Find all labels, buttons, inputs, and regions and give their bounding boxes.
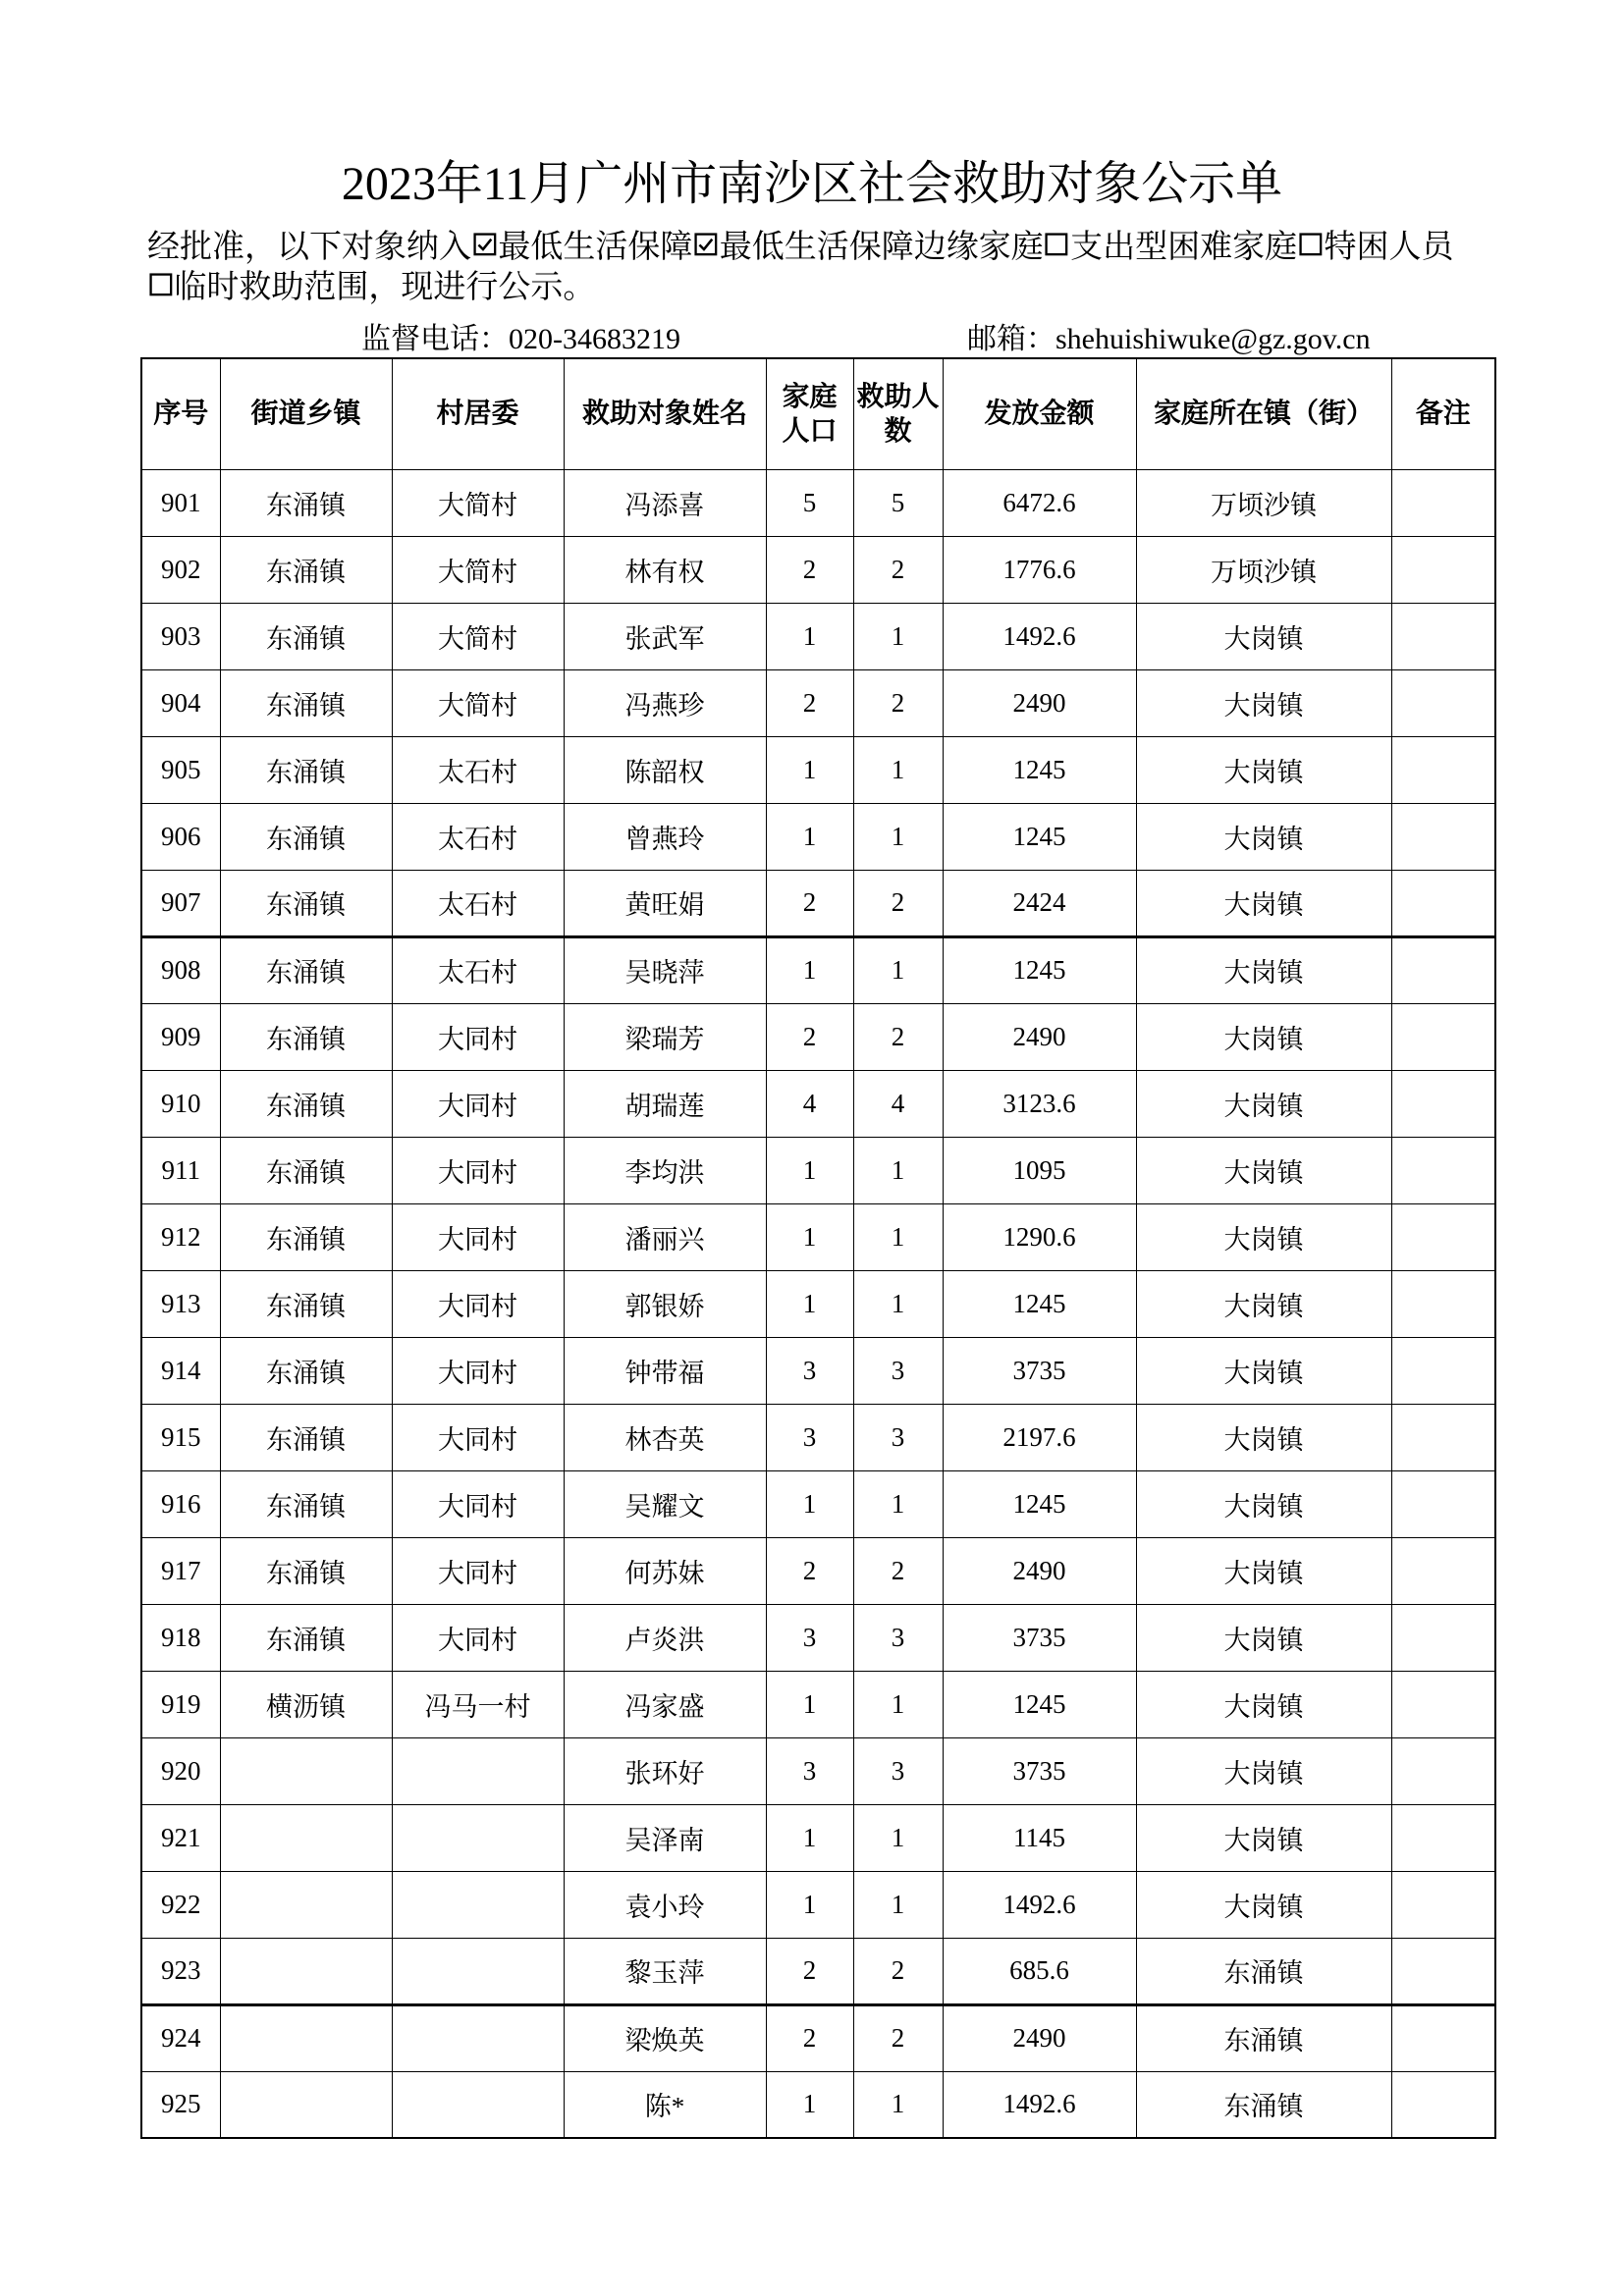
table-row <box>141 1137 1495 1203</box>
cell-recipient-name: 张环好 <box>564 1737 766 1804</box>
cell-recipient-name: 李均洪 <box>564 1137 766 1203</box>
cell-serial-number: 902 <box>141 536 220 603</box>
cell-remarks <box>1391 1537 1495 1604</box>
cell-household-town: 大岗镇 <box>1136 1737 1391 1804</box>
table-row <box>141 736 1495 803</box>
cell-household-size: 2 <box>766 1003 853 1070</box>
cell-street-township <box>220 1804 392 1871</box>
cell-household-size: 1 <box>766 1470 853 1537</box>
cell-village-committee: 太石村 <box>392 936 564 1003</box>
cell-street-township: 东涌镇 <box>220 669 392 736</box>
cell-amount: 1245 <box>943 1470 1136 1537</box>
cell-household-town: 大岗镇 <box>1136 1137 1391 1203</box>
cell-assisted-count: 1 <box>853 1804 943 1871</box>
cell-household-size: 3 <box>766 1337 853 1404</box>
cell-household-town: 大岗镇 <box>1136 603 1391 669</box>
header-recipient-name: 救助对象姓名 <box>564 358 766 469</box>
cell-serial-number: 925 <box>141 2071 220 2138</box>
cell-amount: 3735 <box>943 1337 1136 1404</box>
cell-amount: 3735 <box>943 1737 1136 1804</box>
cell-street-township: 东涌镇 <box>220 469 392 536</box>
table-row <box>141 870 1495 936</box>
table-row <box>141 1804 1495 1871</box>
cell-assisted-count: 5 <box>853 469 943 536</box>
cell-village-committee: 大同村 <box>392 1404 564 1470</box>
cell-household-size: 4 <box>766 1070 853 1137</box>
cell-recipient-name: 吴泽南 <box>564 1804 766 1871</box>
cell-serial-number: 919 <box>141 1671 220 1737</box>
cell-household-size: 1 <box>766 1671 853 1737</box>
cell-amount: 3735 <box>943 1604 1136 1671</box>
cell-street-township: 东涌镇 <box>220 936 392 1003</box>
cell-street-township: 东涌镇 <box>220 1070 392 1137</box>
notice-option <box>147 261 303 307</box>
cell-recipient-name: 曾燕玲 <box>564 803 766 870</box>
cell-household-size: 1 <box>766 1804 853 1871</box>
cell-remarks <box>1391 1470 1495 1537</box>
cell-street-township: 东涌镇 <box>220 1270 392 1337</box>
checkbox-checked-icon <box>472 232 498 257</box>
cell-street-township: 东涌镇 <box>220 603 392 669</box>
cell-recipient-name: 吴耀文 <box>564 1470 766 1537</box>
cell-recipient-name: 钟带福 <box>564 1337 766 1404</box>
cell-recipient-name: 冯燕珍 <box>564 669 766 736</box>
cell-household-town: 大岗镇 <box>1136 669 1391 736</box>
table-row <box>141 603 1495 669</box>
table-row <box>141 936 1495 1003</box>
cell-assisted-count: 1 <box>853 736 943 803</box>
cell-village-committee <box>392 1871 564 1938</box>
cell-street-township: 东涌镇 <box>220 1470 392 1537</box>
cell-remarks <box>1391 1671 1495 1737</box>
cell-amount: 1095 <box>943 1137 1136 1203</box>
cell-street-township: 东涌镇 <box>220 1203 392 1270</box>
cell-household-town: 大岗镇 <box>1136 1871 1391 1938</box>
cell-serial-number: 910 <box>141 1070 220 1137</box>
cell-recipient-name: 冯家盛 <box>564 1671 766 1737</box>
cell-household-town: 大岗镇 <box>1136 1070 1391 1137</box>
notice-line <box>147 224 1454 264</box>
cell-recipient-name: 冯添喜 <box>564 469 766 536</box>
cell-remarks <box>1391 1070 1495 1137</box>
cell-household-town: 大岗镇 <box>1136 1404 1391 1470</box>
cell-household-size: 1 <box>766 603 853 669</box>
table-row <box>141 1604 1495 1671</box>
header-street-township: 街道乡镇 <box>220 358 392 469</box>
cell-household-town: 大岗镇 <box>1136 803 1391 870</box>
cell-recipient-name: 郭银娇 <box>564 1270 766 1337</box>
cell-household-town: 万顷沙镇 <box>1136 469 1391 536</box>
cell-household-size: 1 <box>766 736 853 803</box>
cell-remarks <box>1391 870 1495 936</box>
cell-household-town: 大岗镇 <box>1136 736 1391 803</box>
cell-assisted-count: 3 <box>853 1404 943 1470</box>
cell-amount: 685.6 <box>943 1938 1136 2004</box>
cell-village-committee: 大同村 <box>392 1470 564 1537</box>
cell-street-township <box>220 1938 392 2004</box>
cell-village-committee: 大同村 <box>392 1270 564 1337</box>
cell-household-size: 1 <box>766 1270 853 1337</box>
cell-recipient-name: 陈韶权 <box>564 736 766 803</box>
cell-serial-number: 909 <box>141 1003 220 1070</box>
cell-recipient-name: 胡瑞莲 <box>564 1070 766 1137</box>
cell-household-size: 2 <box>766 1938 853 2004</box>
cell-remarks <box>1391 536 1495 603</box>
cell-household-town: 大岗镇 <box>1136 1270 1391 1337</box>
cell-remarks <box>1391 1137 1495 1203</box>
cell-recipient-name: 林有权 <box>564 536 766 603</box>
cell-serial-number: 908 <box>141 936 220 1003</box>
cell-serial-number: 916 <box>141 1470 220 1537</box>
cell-remarks <box>1391 603 1495 669</box>
cell-household-size: 1 <box>766 1871 853 1938</box>
cell-remarks <box>1391 1737 1495 1804</box>
table-header-row <box>141 358 1495 469</box>
cell-recipient-name: 黎玉萍 <box>564 1938 766 2004</box>
cell-village-committee: 太石村 <box>392 870 564 936</box>
header-household-town: 家庭所在镇（街） <box>1136 358 1391 469</box>
cell-serial-number: 912 <box>141 1203 220 1270</box>
table-row <box>141 1203 1495 1270</box>
cell-village-committee: 大同村 <box>392 1137 564 1203</box>
cell-serial-number: 905 <box>141 736 220 803</box>
cell-street-township <box>220 1871 392 1938</box>
cell-amount: 1290.6 <box>943 1203 1136 1270</box>
cell-household-size: 3 <box>766 1404 853 1470</box>
cell-remarks <box>1391 1270 1495 1337</box>
cell-street-township <box>220 2004 392 2071</box>
cell-household-size: 3 <box>766 1737 853 1804</box>
cell-assisted-count: 1 <box>853 1203 943 1270</box>
cell-serial-number: 901 <box>141 469 220 536</box>
cell-assisted-count: 1 <box>853 2071 943 2138</box>
cell-village-committee: 大同村 <box>392 1537 564 1604</box>
cell-household-size: 2 <box>766 870 853 936</box>
cell-household-size: 3 <box>766 1604 853 1671</box>
cell-serial-number: 913 <box>141 1270 220 1337</box>
cell-remarks <box>1391 803 1495 870</box>
header-household-size-label: 家庭人口 <box>782 381 838 447</box>
cell-remarks <box>1391 1203 1495 1270</box>
notice-option-label: 特困人员 <box>1324 230 1454 265</box>
cell-amount: 1492.6 <box>943 2071 1136 2138</box>
cell-village-committee: 冯马一村 <box>392 1671 564 1737</box>
header-village-committee: 村居委 <box>392 358 564 469</box>
cell-street-township: 东涌镇 <box>220 1137 392 1203</box>
cell-street-township: 东涌镇 <box>220 1003 392 1070</box>
page-title: 2023年11月广州市南沙区社会救助对象公示单 <box>341 158 1283 210</box>
cell-household-size: 2 <box>766 1537 853 1604</box>
cell-village-committee: 大同村 <box>392 1337 564 1404</box>
cell-village-committee <box>392 1737 564 1804</box>
header-assisted-count-label: 救助人数 <box>856 381 940 447</box>
cell-street-township: 东涌镇 <box>220 1604 392 1671</box>
cell-amount: 1245 <box>943 803 1136 870</box>
table-row <box>141 1070 1495 1137</box>
notice-line <box>147 264 1454 304</box>
table-row <box>141 1003 1495 1070</box>
cell-assisted-count: 2 <box>853 669 943 736</box>
cell-serial-number: 921 <box>141 1804 220 1871</box>
cell-street-township: 东涌镇 <box>220 736 392 803</box>
cell-household-size: 2 <box>766 669 853 736</box>
header-serial-number: 序号 <box>141 358 220 469</box>
cell-amount: 1492.6 <box>943 1871 1136 1938</box>
cell-recipient-name: 张武军 <box>564 603 766 669</box>
cell-household-town: 万顷沙镇 <box>1136 536 1391 603</box>
cell-household-town: 大岗镇 <box>1136 1671 1391 1737</box>
cell-assisted-count: 1 <box>853 803 943 870</box>
checkbox-checked-icon <box>693 232 719 257</box>
cell-household-town: 大岗镇 <box>1136 1003 1391 1070</box>
cell-remarks <box>1391 669 1495 736</box>
cell-serial-number: 915 <box>141 1404 220 1470</box>
cell-household-size: 1 <box>766 1203 853 1270</box>
cell-recipient-name: 梁瑞芳 <box>564 1003 766 1070</box>
cell-serial-number: 907 <box>141 870 220 936</box>
cell-village-committee: 大简村 <box>392 536 564 603</box>
cell-household-size: 2 <box>766 2004 853 2071</box>
cell-household-town: 东涌镇 <box>1136 2004 1391 2071</box>
cell-recipient-name: 陈* <box>564 2071 766 2138</box>
cell-household-size: 1 <box>766 2071 853 2138</box>
supervision-phone: 监督电话：020-34683219 <box>361 323 680 355</box>
cell-assisted-count: 2 <box>853 870 943 936</box>
cell-assisted-count: 1 <box>853 1270 943 1337</box>
cell-amount: 1492.6 <box>943 603 1136 669</box>
cell-street-township: 横沥镇 <box>220 1671 392 1737</box>
cell-assisted-count: 1 <box>853 1871 943 1938</box>
cell-household-town: 大岗镇 <box>1136 1804 1391 1871</box>
cell-assisted-count: 3 <box>853 1337 943 1404</box>
cell-household-town: 东涌镇 <box>1136 2071 1391 2138</box>
cell-household-size: 2 <box>766 536 853 603</box>
notice-text <box>147 224 1454 304</box>
cell-remarks <box>1391 2071 1495 2138</box>
cell-street-township: 东涌镇 <box>220 1337 392 1404</box>
cell-remarks <box>1391 1604 1495 1671</box>
checkbox-unchecked-icon <box>148 272 174 297</box>
cell-remarks <box>1391 936 1495 1003</box>
table-header <box>141 358 1495 469</box>
table-row <box>141 1404 1495 1470</box>
cell-household-size: 1 <box>766 803 853 870</box>
table-row <box>141 1470 1495 1537</box>
cell-remarks <box>1391 1003 1495 1070</box>
cell-village-committee: 大同村 <box>392 1203 564 1270</box>
cell-recipient-name: 卢炎洪 <box>564 1604 766 1671</box>
header-remarks: 备注 <box>1391 358 1495 469</box>
cell-serial-number: 918 <box>141 1604 220 1671</box>
cell-assisted-count: 1 <box>853 1470 943 1537</box>
cell-remarks <box>1391 736 1495 803</box>
cell-amount: 2490 <box>943 1537 1136 1604</box>
cell-amount: 1245 <box>943 936 1136 1003</box>
cell-household-town: 大岗镇 <box>1136 1537 1391 1604</box>
table-row <box>141 1938 1495 2004</box>
cell-serial-number: 903 <box>141 603 220 669</box>
table-row <box>141 2004 1495 2071</box>
cell-assisted-count: 2 <box>853 1537 943 1604</box>
cell-amount: 2424 <box>943 870 1136 936</box>
cell-amount: 1245 <box>943 1270 1136 1337</box>
cell-household-size: 1 <box>766 936 853 1003</box>
table-body <box>141 469 1495 2138</box>
notice-option-label: 最低生活保障边缘家庭 <box>719 230 1044 265</box>
cell-serial-number: 911 <box>141 1137 220 1203</box>
cell-recipient-name: 林杏英 <box>564 1404 766 1470</box>
cell-street-township: 东涌镇 <box>220 870 392 936</box>
notice-option <box>1044 221 1297 267</box>
notice-option <box>471 221 692 267</box>
cell-assisted-count: 2 <box>853 536 943 603</box>
cell-recipient-name: 梁焕英 <box>564 2004 766 2071</box>
table-row <box>141 803 1495 870</box>
cell-remarks <box>1391 1804 1495 1871</box>
cell-street-township: 东涌镇 <box>220 1404 392 1470</box>
cell-remarks <box>1391 2004 1495 2071</box>
cell-assisted-count: 3 <box>853 1737 943 1804</box>
cell-recipient-name: 何苏妹 <box>564 1537 766 1604</box>
cell-village-committee <box>392 1938 564 2004</box>
cell-remarks <box>1391 1938 1495 2004</box>
cell-village-committee: 大同村 <box>392 1003 564 1070</box>
cell-assisted-count: 1 <box>853 1671 943 1737</box>
notice-prefix: 经批准，以下对象纳入 <box>147 230 471 265</box>
table-row <box>141 469 1495 536</box>
cell-street-township <box>220 2071 392 2138</box>
table-row <box>141 536 1495 603</box>
header-household-size <box>766 358 853 469</box>
cell-village-committee: 大同村 <box>392 1070 564 1137</box>
cell-village-committee <box>392 1804 564 1871</box>
cell-amount: 3123.6 <box>943 1070 1136 1137</box>
cell-assisted-count: 1 <box>853 936 943 1003</box>
cell-serial-number: 922 <box>141 1871 220 1938</box>
cell-amount: 6472.6 <box>943 469 1136 536</box>
cell-assisted-count: 1 <box>853 1137 943 1203</box>
cell-amount: 2490 <box>943 669 1136 736</box>
cell-serial-number: 924 <box>141 2004 220 2071</box>
cell-serial-number: 923 <box>141 1938 220 2004</box>
cell-village-committee: 大简村 <box>392 469 564 536</box>
cell-amount: 1245 <box>943 1671 1136 1737</box>
table-row <box>141 669 1495 736</box>
cell-street-township: 东涌镇 <box>220 803 392 870</box>
cell-recipient-name: 潘丽兴 <box>564 1203 766 1270</box>
cell-amount: 1145 <box>943 1804 1136 1871</box>
cell-recipient-name: 吴晓萍 <box>564 936 766 1003</box>
checkbox-unchecked-icon <box>1044 232 1069 257</box>
cell-village-committee: 大同村 <box>392 1604 564 1671</box>
cell-village-committee: 大简村 <box>392 669 564 736</box>
contact-email: 邮箱：shehuishiwuke@gz.gov.cn <box>967 323 1371 355</box>
table-row <box>141 1270 1495 1337</box>
cell-remarks <box>1391 1404 1495 1470</box>
cell-serial-number: 917 <box>141 1537 220 1604</box>
cell-village-committee <box>392 2004 564 2071</box>
cell-remarks <box>1391 469 1495 536</box>
notice-option-label: 临时救助 <box>174 270 304 305</box>
notice-option-label: 最低生活保障 <box>498 230 693 265</box>
cell-street-township: 东涌镇 <box>220 1537 392 1604</box>
cell-assisted-count: 1 <box>853 603 943 669</box>
notice-suffix: 范围，现进行公示。 <box>303 270 596 305</box>
header-amount: 发放金额 <box>943 358 1136 469</box>
cell-remarks <box>1391 1337 1495 1404</box>
checkbox-unchecked-icon <box>1298 232 1324 257</box>
cell-amount: 1776.6 <box>943 536 1136 603</box>
notice-option <box>1297 221 1453 267</box>
cell-amount: 2490 <box>943 2004 1136 2071</box>
cell-serial-number: 914 <box>141 1337 220 1404</box>
cell-assisted-count: 3 <box>853 1604 943 1671</box>
cell-village-committee <box>392 2071 564 2138</box>
cell-village-committee: 大简村 <box>392 603 564 669</box>
cell-amount: 2490 <box>943 1003 1136 1070</box>
table-row <box>141 2071 1495 2138</box>
cell-serial-number: 904 <box>141 669 220 736</box>
cell-village-committee: 太石村 <box>392 803 564 870</box>
assistance-table <box>140 357 1496 2139</box>
notice-option-label: 支出型困难家庭 <box>1070 230 1298 265</box>
cell-assisted-count: 2 <box>853 2004 943 2071</box>
header-assisted-count <box>853 358 943 469</box>
notice-option <box>692 221 1043 267</box>
cell-household-town: 大岗镇 <box>1136 1337 1391 1404</box>
cell-recipient-name: 袁小玲 <box>564 1871 766 1938</box>
cell-serial-number: 920 <box>141 1737 220 1804</box>
cell-street-township: 东涌镇 <box>220 536 392 603</box>
cell-household-size: 1 <box>766 1137 853 1203</box>
cell-remarks <box>1391 1871 1495 1938</box>
cell-street-township <box>220 1737 392 1804</box>
cell-amount: 1245 <box>943 736 1136 803</box>
table-row <box>141 1737 1495 1804</box>
cell-household-size: 5 <box>766 469 853 536</box>
cell-recipient-name: 黄旺娟 <box>564 870 766 936</box>
table-row <box>141 1671 1495 1737</box>
cell-assisted-count: 2 <box>853 1003 943 1070</box>
table-row <box>141 1337 1495 1404</box>
cell-assisted-count: 4 <box>853 1070 943 1137</box>
cell-serial-number: 906 <box>141 803 220 870</box>
cell-household-town: 大岗镇 <box>1136 870 1391 936</box>
cell-household-town: 大岗镇 <box>1136 1203 1391 1270</box>
table-row <box>141 1537 1495 1604</box>
cell-household-town: 东涌镇 <box>1136 1938 1391 2004</box>
cell-amount: 2197.6 <box>943 1404 1136 1470</box>
cell-village-committee: 太石村 <box>392 736 564 803</box>
cell-household-town: 大岗镇 <box>1136 1470 1391 1537</box>
cell-household-town: 大岗镇 <box>1136 1604 1391 1671</box>
cell-assisted-count: 2 <box>853 1938 943 2004</box>
table-row <box>141 1871 1495 1938</box>
cell-household-town: 大岗镇 <box>1136 936 1391 1003</box>
